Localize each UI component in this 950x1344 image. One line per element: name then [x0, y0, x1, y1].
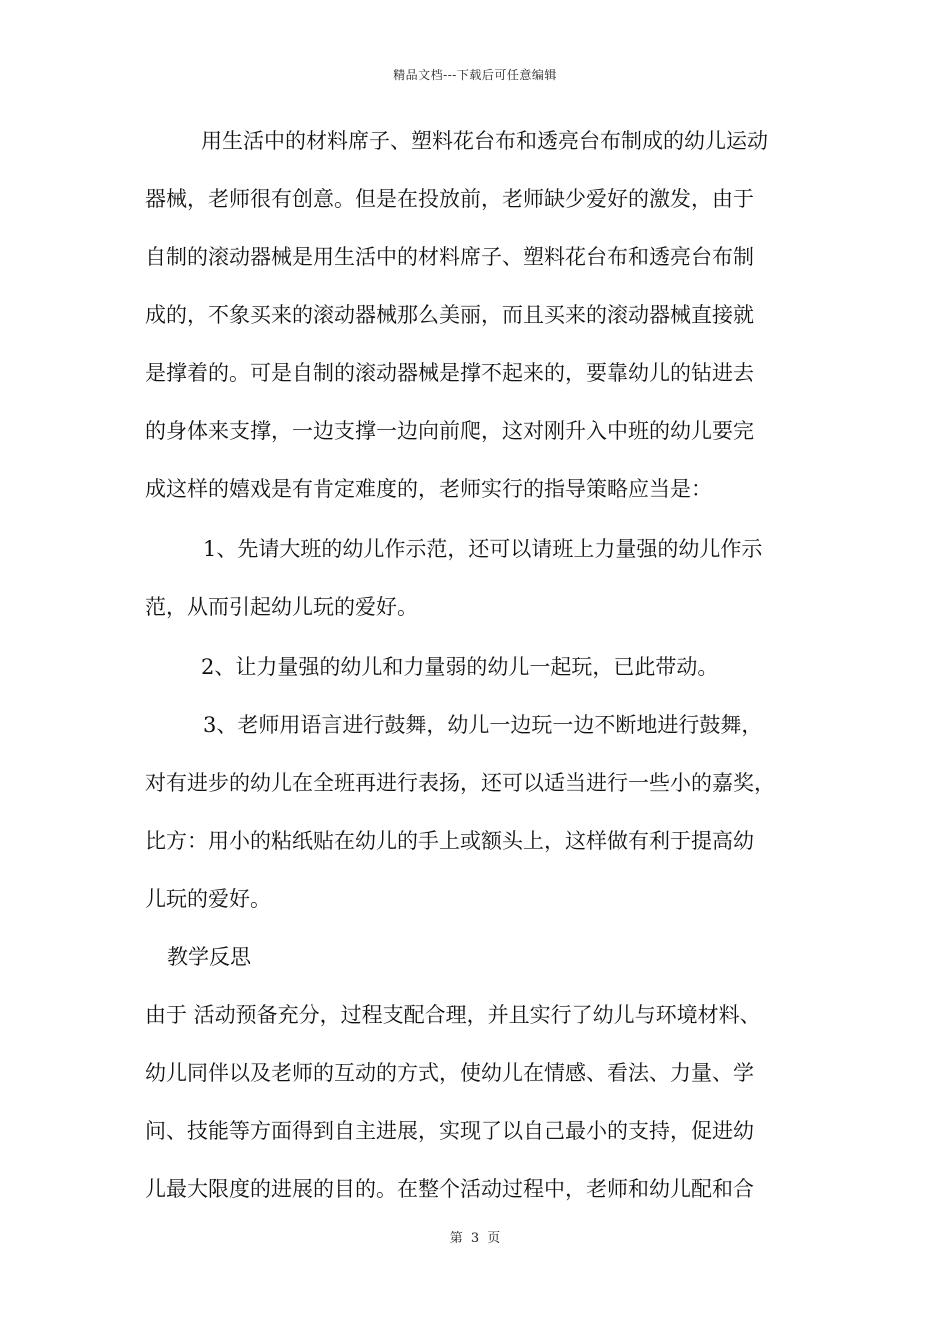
- paragraph-line: 问、技能等方面得到自主进展，实现了以自己最小的支持，促进幼: [145, 1119, 754, 1143]
- section-heading: 教学反思: [167, 945, 251, 969]
- page-label-suffix: 页: [487, 1231, 501, 1246]
- list-item-line: 儿玩的爱好。: [145, 887, 271, 911]
- list-item-line: 1、先请大班的幼儿作示范，还可以请班上力量强的幼儿作示: [203, 537, 763, 561]
- list-item-line: 对有进步的幼儿在全班再进行表扬，还可以适当进行一些小的嘉奖，: [145, 771, 775, 795]
- paragraph-line: 的身体来支撑，一边支撑一边向前爬，这对刚升入中班的幼儿要完: [145, 419, 754, 443]
- page-label-prefix: 第: [449, 1231, 463, 1246]
- paragraph-line: 器械，老师很有创意。但是在投放前，老师缺少爱好的激发，由于: [145, 187, 754, 211]
- paragraph-line: 成这样的嬉戏是有肯定难度的，老师实行的指导策略应当是：: [145, 477, 712, 501]
- paragraph-line: 由于 活动预备充分，过程支配合理，并且实行了幼儿与环境材料、: [145, 1003, 761, 1027]
- page-header: 精品文档---下载后可任意编辑: [393, 68, 557, 82]
- list-item-line: 范，从而引起幼儿玩的爱好。: [145, 595, 418, 619]
- page-footer: [0, 1227, 950, 1246]
- list-item-line: 2、让力量强的幼儿和力量弱的幼儿一起玩，已此带动。: [201, 655, 719, 679]
- list-item-line: 比方：用小的粘纸贴在幼儿的手上或额头上，这样做有利于提高幼: [145, 829, 754, 853]
- page-number: 3: [470, 1231, 480, 1246]
- paragraph-line: 幼儿同伴以及老师的互动的方式，使幼儿在情感、看法、力量、学: [145, 1061, 754, 1085]
- paragraph-line: 儿最大限度的进展的目的。在整个活动过程中，老师和幼儿配和合: [145, 1177, 754, 1201]
- paragraph-line: 成的，不象买来的滚动器械那么美丽，而且买来的滚动器械直接就: [145, 303, 754, 327]
- list-item-line: 3、老师用语言进行鼓舞，幼儿一边玩一边不断地进行鼓舞，: [203, 713, 763, 737]
- paragraph-line: 是撑着的。可是自制的滚动器械是撑不起来的，要靠幼儿的钻进去: [145, 361, 754, 385]
- paragraph-line: 用生活中的材料席子、塑料花台布和透亮台布制成的幼儿运动: [201, 129, 768, 153]
- paragraph-line: 自制的滚动器械是用生活中的材料席子、塑料花台布和透亮台布制: [145, 245, 754, 269]
